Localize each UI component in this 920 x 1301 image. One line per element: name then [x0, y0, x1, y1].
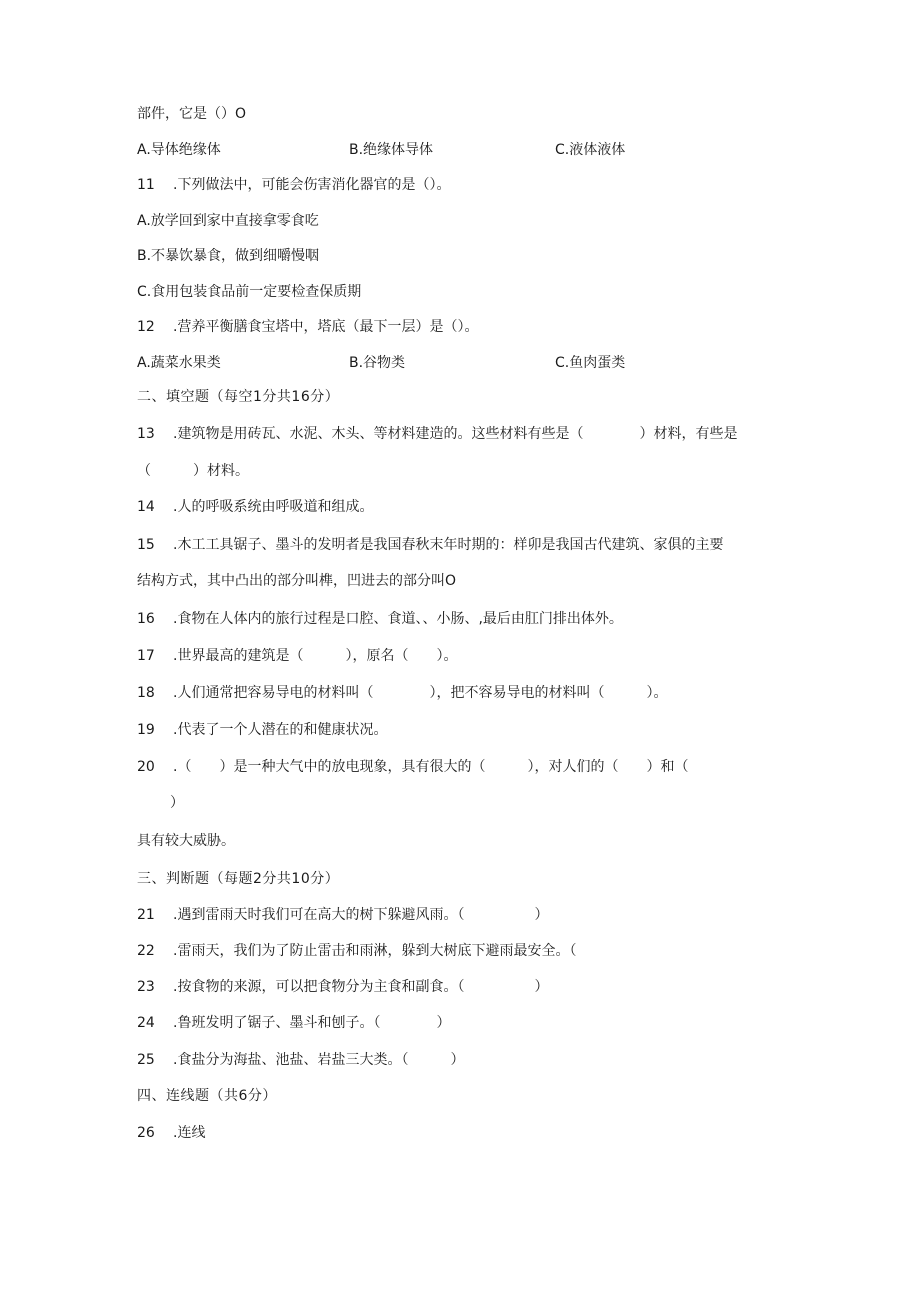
question-number: 26: [137, 1125, 155, 1141]
question-20: [137, 757, 688, 777]
question-text: .食盐分为海盐、池盐、岩盐三大类。（ ）: [173, 1052, 465, 1068]
question-text: .木工工具锯子、墨斗的发明者是我国春秋末年时期的：样卯是我国古代建筑、家俱的主要: [173, 537, 724, 553]
question-text: .世界最高的建筑是（ ），原名（ ）。: [173, 648, 458, 664]
question-text: .下列做法中，可能会伤害消化器官的是（）。: [173, 177, 451, 193]
question-18: [137, 683, 667, 703]
question-number: 23: [137, 979, 155, 995]
question-11-option-c: C.食用包装食品前一定要检查保质期: [137, 284, 362, 300]
question-13-line-2: （ ）材料。: [137, 463, 249, 479]
question-number: 11: [137, 177, 155, 193]
question-26: [137, 1123, 205, 1143]
question-number: 12: [137, 319, 155, 335]
question-12-option-b: B.谷物类: [349, 355, 406, 371]
question-text: .遇到雷雨天时我们可在高大的树下躲避风雨。（ ）: [173, 907, 549, 923]
question-14: [137, 497, 373, 517]
question-number: 25: [137, 1052, 155, 1068]
question-text: .代表了一个人潜在的和健康状况。: [173, 722, 388, 738]
question-number: 19: [137, 722, 155, 738]
question-text: .人的呼吸系统由呼吸道和组成。: [173, 499, 374, 515]
question-23: [137, 977, 548, 997]
question-25: [137, 1050, 464, 1070]
question-12-option-a: A.蔬菜水果类: [137, 355, 221, 371]
question-text: .雷雨天，我们为了防止雷击和雨淋，躲到大树底下避雨最安全。（: [173, 943, 577, 959]
question-number: 15: [137, 537, 155, 553]
question-15: [137, 535, 723, 555]
question-22: [137, 941, 576, 961]
question-12: [137, 317, 478, 337]
section-matching-heading: 四、连线题（共6分）: [137, 1088, 277, 1104]
question-11-option-b: B.不暴饮暴食，做到细嚼慢咽: [137, 248, 320, 264]
question-number: 13: [137, 426, 155, 442]
question-number: 17: [137, 648, 155, 664]
question-13: [137, 424, 737, 444]
question-20-line-3: 具有较大威胁。: [137, 833, 235, 849]
question-19: [137, 720, 387, 740]
question-number: 20: [137, 759, 155, 775]
question-number: 18: [137, 685, 155, 701]
section-true-false-heading: 三、判断题（每题2分共10分）: [137, 871, 340, 887]
question-number: 16: [137, 611, 155, 627]
question-text: .人们通常把容易导电的材料叫（ ），把不容易导电的材料叫（ ）。: [173, 685, 668, 701]
question-text: .连线: [173, 1125, 206, 1141]
question-16: [137, 609, 623, 629]
question-10-option-a: A.导体绝缘体: [137, 142, 221, 158]
question-15-line-2: 结构方式，其中凸出的部分叫榫，凹进去的部分叫O: [137, 573, 457, 589]
question-20-line-2: ）: [170, 795, 184, 811]
question-10-stem-tail: 部件，它是（）O: [137, 106, 247, 122]
question-11-option-a: A.放学回到家中直接拿零食吃: [137, 213, 319, 229]
question-text: .食物在人体内的旅行过程是口腔、食道、、小肠、,最后由肛门排出体外。: [173, 611, 623, 627]
question-number: 24: [137, 1015, 155, 1031]
question-number: 22: [137, 943, 155, 959]
question-11: [137, 175, 450, 195]
question-10-option-b: B.绝缘体导体: [349, 142, 434, 158]
question-number: 14: [137, 499, 155, 515]
question-10-option-c: C.液体液体: [555, 142, 626, 158]
question-17: [137, 646, 457, 666]
question-text: .按食物的来源，可以把食物分为主食和副食。（ ）: [173, 979, 549, 995]
question-12-option-c: C.鱼肉蛋类: [555, 355, 626, 371]
question-text: .（ ）是一种大气中的放电现象，具有很大的（ ），对人们的（ ）和（: [173, 759, 689, 775]
question-text: .建筑物是用砖瓦、水泥、木头、等材料建造的。这些材料有些是（ ）材料，有些是: [173, 426, 738, 442]
question-text: .营养平衡膳食宝塔中，塔底（最下一层）是（）。: [173, 319, 479, 335]
question-21: [137, 905, 548, 925]
question-text: .鲁班发明了锯子、墨斗和刨子。（ ）: [173, 1015, 451, 1031]
question-24: [137, 1013, 450, 1033]
section-fill-in-blank-heading: 二、填空题（每空1分共16分）: [137, 389, 340, 405]
question-number: 21: [137, 907, 155, 923]
